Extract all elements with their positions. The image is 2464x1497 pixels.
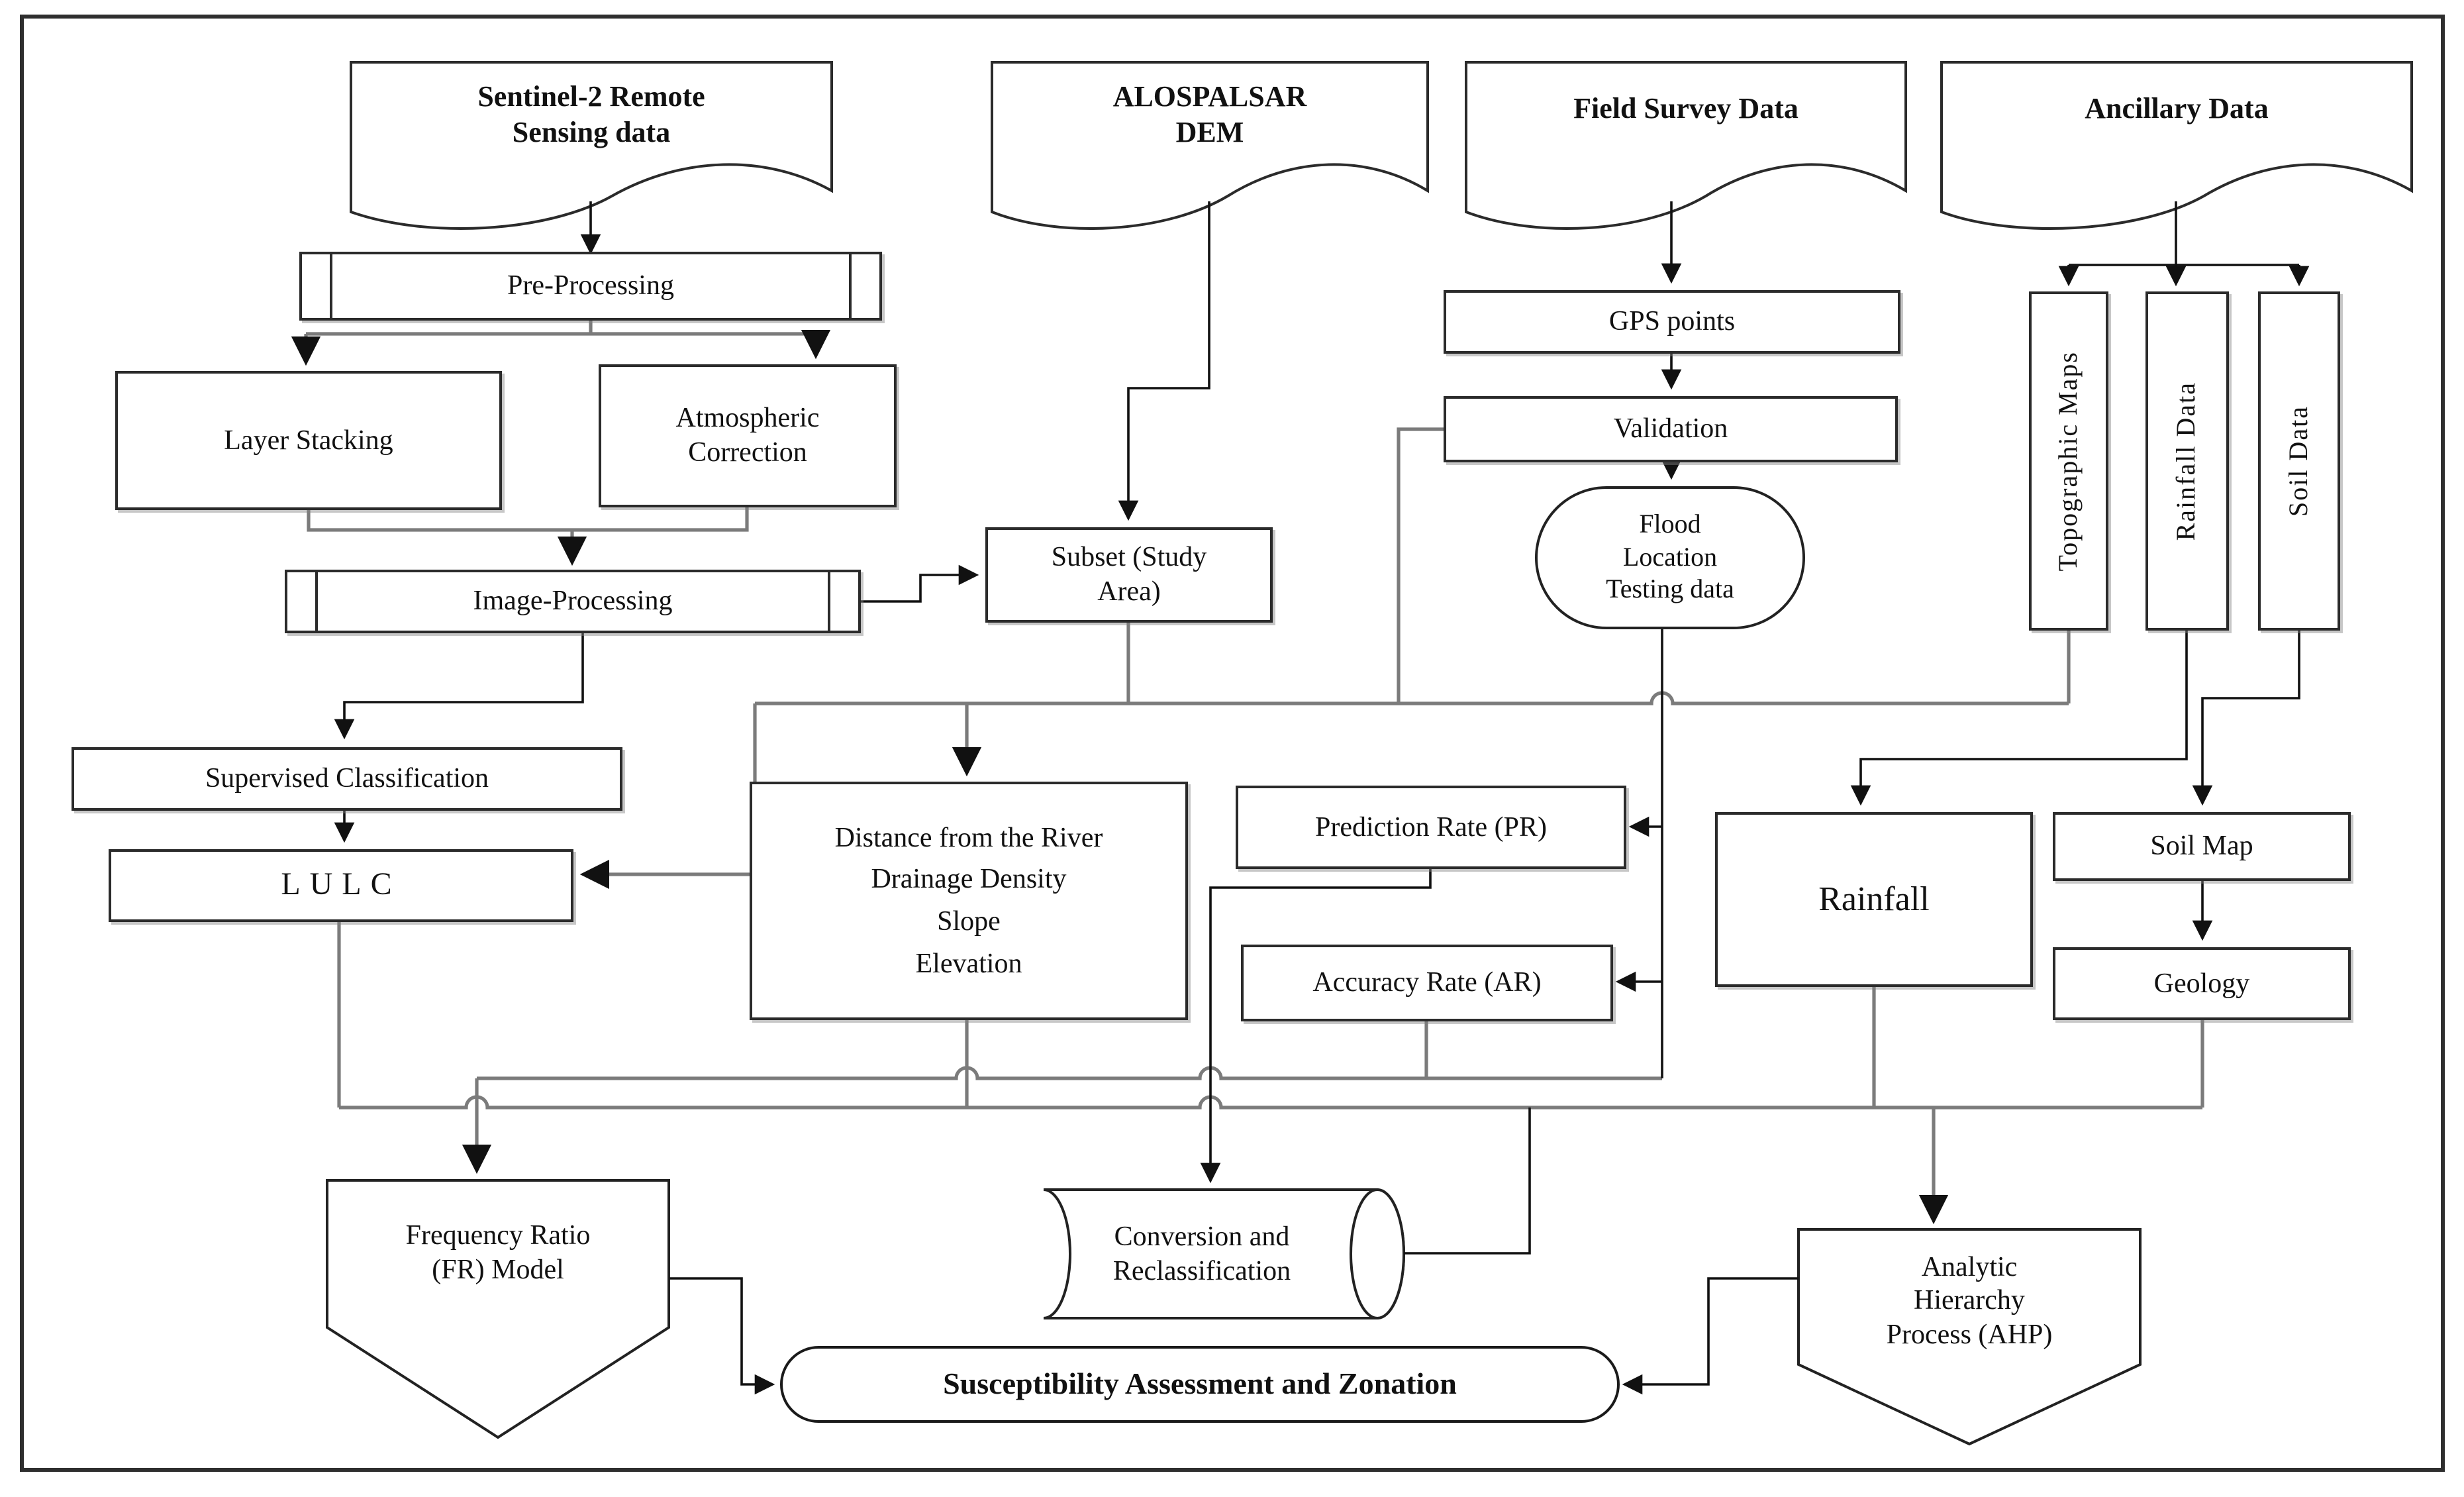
node-supervised-label: Supervised Classification [205, 762, 489, 794]
factor-distance-river: Distance from the River [834, 821, 1103, 853]
node-flood-line3: Testing data [1606, 575, 1734, 605]
node-rainfall-label: Rainfall [1818, 880, 1930, 919]
node-atmospheric-correction [599, 364, 897, 507]
node-soil-data [2258, 291, 2340, 631]
node-susceptibility [780, 1346, 1620, 1423]
node-accuracy-rate [1241, 945, 1613, 1021]
node-prediction-label: Prediction Rate (PR) [1315, 810, 1547, 843]
node-image-processing-label: Image-Processing [473, 584, 673, 617]
node-soil-map [2053, 812, 2351, 881]
node-ahp [1799, 1240, 2140, 1362]
node-ancillary-label: Ancillary Data [2085, 91, 2269, 125]
node-subset [985, 527, 1273, 623]
node-field-label: Field Survey Data [1573, 91, 1799, 125]
node-flood-line2: Location [1622, 542, 1718, 572]
node-dem-line1: ALOSPALSAR [1112, 79, 1307, 113]
node-ahp-line2: Hierarchy [1914, 1284, 2025, 1316]
node-rainfall [1715, 812, 2033, 987]
node-topographic-label: Topographic Maps [2053, 350, 2083, 572]
node-layer-stacking-label: Layer Stacking [224, 423, 393, 456]
node-lulc-label: LULC [281, 867, 401, 902]
node-geology [2053, 947, 2351, 1020]
node-geology-label: Geology [2153, 966, 2250, 999]
node-prediction-rate [1236, 786, 1626, 869]
factor-slope: Slope [937, 905, 1001, 937]
node-conversion-line2: Reclassification [1112, 1255, 1291, 1286]
node-validation-label: Validation [1613, 412, 1728, 444]
cylinder-cap [1351, 1190, 1404, 1318]
node-fr-line1: Frequency Ratio [405, 1218, 591, 1251]
node-atmos-line2: Correction [688, 436, 807, 468]
node-preprocessing [299, 252, 882, 321]
factor-drainage-density: Drainage Density [871, 862, 1067, 895]
node-accuracy-label: Accuracy Rate (AR) [1312, 966, 1542, 998]
node-topographic-maps [2029, 291, 2108, 631]
node-field-survey [1466, 73, 1906, 146]
node-soil-map-label: Soil Map [2150, 829, 2253, 862]
bus-L [339, 1097, 2202, 1108]
node-conversion-line1: Conversion and [1114, 1220, 1290, 1253]
node-flood-factors [750, 782, 1188, 1020]
node-flood-line1: Flood [1639, 510, 1701, 540]
node-gps-points [1444, 290, 1900, 354]
bus-A [755, 693, 2069, 703]
node-dem [992, 69, 1428, 162]
factor-elevation: Elevation [915, 947, 1022, 979]
node-sentinel-line2: Sensing data [512, 115, 671, 148]
node-conversion [1053, 1203, 1351, 1306]
node-fr-line2: (FR) Model [432, 1253, 564, 1284]
node-flood-location [1535, 486, 1805, 629]
node-ahp-line3: Process (AHP) [1886, 1317, 2053, 1350]
node-layer-stacking [115, 371, 502, 510]
node-dem-line2: DEM [1175, 115, 1244, 148]
node-sentinel-line1: Sentinel-2 Remote [477, 79, 705, 113]
node-susceptibility-label: Susceptibility Assessment and Zonation [943, 1367, 1457, 1400]
node-ahp-line1: Analytic [1921, 1250, 2018, 1282]
node-sentinel [351, 69, 832, 162]
node-gps-label: GPS points [1608, 305, 1736, 337]
node-lulc [109, 849, 573, 922]
node-preprocessing-label: Pre-Processing [507, 269, 674, 301]
node-rainfall-data [2145, 291, 2229, 631]
node-fr-model [327, 1196, 669, 1309]
node-soil-data-label: Soil Data [2284, 405, 2314, 517]
node-image-processing [285, 570, 861, 633]
node-ancillary [1942, 73, 2412, 146]
node-supervised-classification [72, 747, 622, 811]
node-subset-line2: Area) [1097, 575, 1161, 607]
node-rainfall-data-label: Rainfall Data [2172, 381, 2202, 541]
bus-U [477, 1068, 1662, 1078]
node-subset-line1: Subset (Study [1051, 541, 1207, 573]
node-validation [1444, 396, 1898, 462]
node-atmos-line1: Atmospheric [675, 401, 820, 434]
